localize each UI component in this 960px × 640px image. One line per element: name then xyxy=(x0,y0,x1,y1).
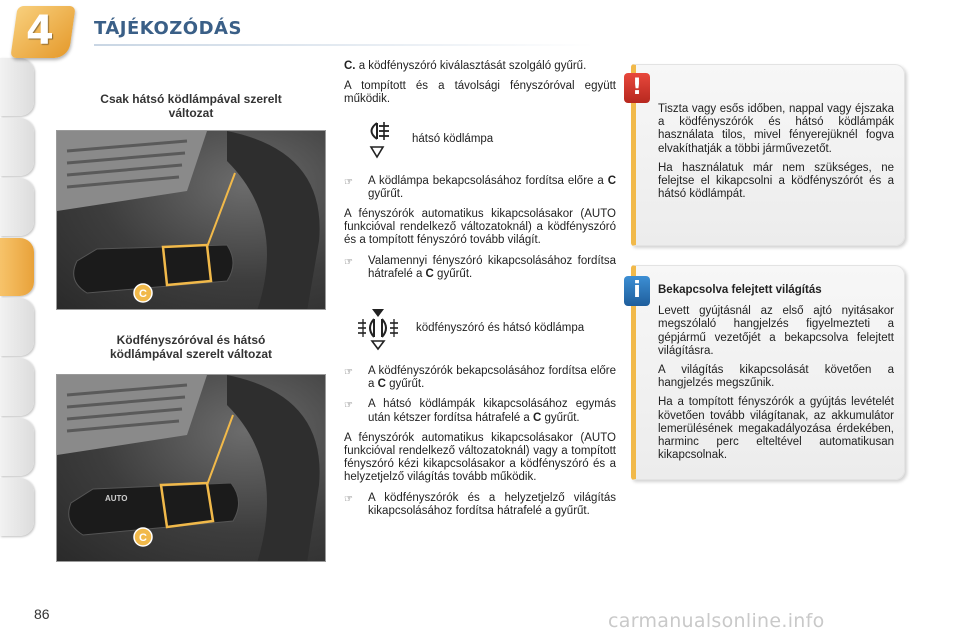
steering-wheel xyxy=(227,131,320,310)
info-text: Ha a tompított fényszórók a gyújtás levételét követően tovább világítanak, az akkumulátor lemerülésének megakadályozása érdekében, harminc perc elteltével automatikusan kikapcsolnak. xyxy=(658,396,894,462)
dashboard-vent xyxy=(57,375,207,455)
info-box xyxy=(631,265,905,480)
bullet-icon: ☞ xyxy=(344,400,353,412)
callout-line xyxy=(207,173,235,247)
bullet-icon: ☞ xyxy=(344,176,353,188)
info-title: Bekapcsolva felejtett világítás xyxy=(658,284,822,296)
stalk-photo-rear-only xyxy=(56,130,326,310)
caption-rear-only: Csak hátsó ködlámpával szerelt változat xyxy=(100,92,282,120)
auto-off-fog-note: A fényszórók automatikus kikapcsolásakor (AUTO funkcióval rendelkező változatoknál) vagy a tompított fényszóró kézi kikapcsolásakor a ködfényszóró és a helyzetjelző világítás tovább működik. xyxy=(344,431,616,484)
bullet-icon: ☞ xyxy=(344,493,353,505)
header-underline xyxy=(94,44,594,46)
chapter-tabs xyxy=(0,58,34,578)
chapter-number: 4 xyxy=(26,8,54,54)
chapter-tab xyxy=(0,118,34,176)
instruction-bullet: ☞ A ködlámpa bekapcsolásához fordítsa előre a C gyűrűt. xyxy=(344,174,616,200)
chapter-tab xyxy=(0,58,34,116)
auto-label: AUTO xyxy=(105,494,128,503)
warning-text: Tiszta vagy esős időben, nappal vagy éjszaka a ködfényszórók és hátsó ködlámpák használata tilos, mivel fényerejüknél fogva elvakíthatják a többi járművezetőt. xyxy=(658,103,894,155)
auto-off-note: A fényszórók automatikus kikapcsolásakor (AUTO funkcióval rendelkező változatoknál) a ködfényszóró és a tompított fényszóró tovább világít. xyxy=(344,208,616,247)
ring-c-label: C xyxy=(139,532,147,544)
instruction-bullet: ☞ A ködfényszórók és a helyzetjelző világítás kikapcsolásához fordítsa hátrafelé a gyűrűt. xyxy=(344,491,616,517)
caption-front-and-rear: Ködfényszóróval és hátsó ködlámpával szerelt változat xyxy=(109,333,273,361)
dashboard-vent xyxy=(57,131,207,211)
operation-note: A tompított és a távolsági fényszóróval együtt működik. xyxy=(344,80,616,106)
steering-wheel xyxy=(227,375,320,562)
instruction-bullet: ☞ A ködfényszórók bekapcsolásához fordítsa előre a C gyűrűt. xyxy=(344,365,616,391)
warning-box xyxy=(631,64,905,246)
rear-fog-lamp-icon xyxy=(362,119,392,161)
instructions-column xyxy=(344,60,616,525)
bullet-icon: ☞ xyxy=(344,256,353,268)
info-text: A világítás kikapcsolását követően a hangjelzés megszűnik. xyxy=(658,364,894,390)
instruction-bullet: ☞ A hátsó ködlámpák kikapcsolásához egymás után kétszer fordítsa hátrafelé a C gyűrűt. xyxy=(344,398,616,424)
chapter-tab xyxy=(0,418,34,476)
chapter-title: TÁJÉKOZÓDÁS xyxy=(94,18,242,39)
light-stalk xyxy=(69,483,239,535)
warning-icon: ! xyxy=(624,73,650,103)
rear-fog-icon-row xyxy=(362,119,616,161)
ring-description: C. a ködfényszóró kiválasztását szolgáló gyűrű. xyxy=(344,60,587,72)
rear-fog-label: hátsó ködlámpa xyxy=(412,133,494,145)
watermark: carmanualsonline.info xyxy=(608,610,825,632)
chapter-tab-active xyxy=(0,238,34,296)
chapter-header xyxy=(0,0,960,58)
callout-line xyxy=(207,415,233,485)
chapter-tab xyxy=(0,178,34,236)
front-rear-fog-label: ködfényszóró és hátsó ködlámpa xyxy=(416,322,585,335)
chapter-tab xyxy=(0,358,34,416)
info-text: Levett gyújtásnál az első ajtó nyitásakor megszólaló hangjelzés figyelmezteti a gépjármű vezetőjét a bekapcsolva felejtett világításra. xyxy=(658,305,894,357)
info-icon: i xyxy=(624,276,650,306)
stalk-photo-front-and-rear xyxy=(56,374,326,562)
chapter-tab xyxy=(0,298,34,356)
warning-text: Ha használatuk már nem szükséges, ne felejtse el kikapcsolni a ködfényszórót és a hátsó ködlámpát. xyxy=(658,161,894,201)
chapter-tab xyxy=(0,478,34,536)
front-and-rear-fog-icon xyxy=(356,307,400,351)
front-rear-fog-icon-row xyxy=(356,307,616,351)
bullet-icon: ☞ xyxy=(344,367,353,379)
instruction-bullet: ☞ Valamennyi fényszóró kikapcsolásához fordítsa hátrafelé a C gyűrűt. xyxy=(344,254,616,280)
page-number: 86 xyxy=(34,606,50,622)
ring-c-label: C xyxy=(139,288,147,300)
